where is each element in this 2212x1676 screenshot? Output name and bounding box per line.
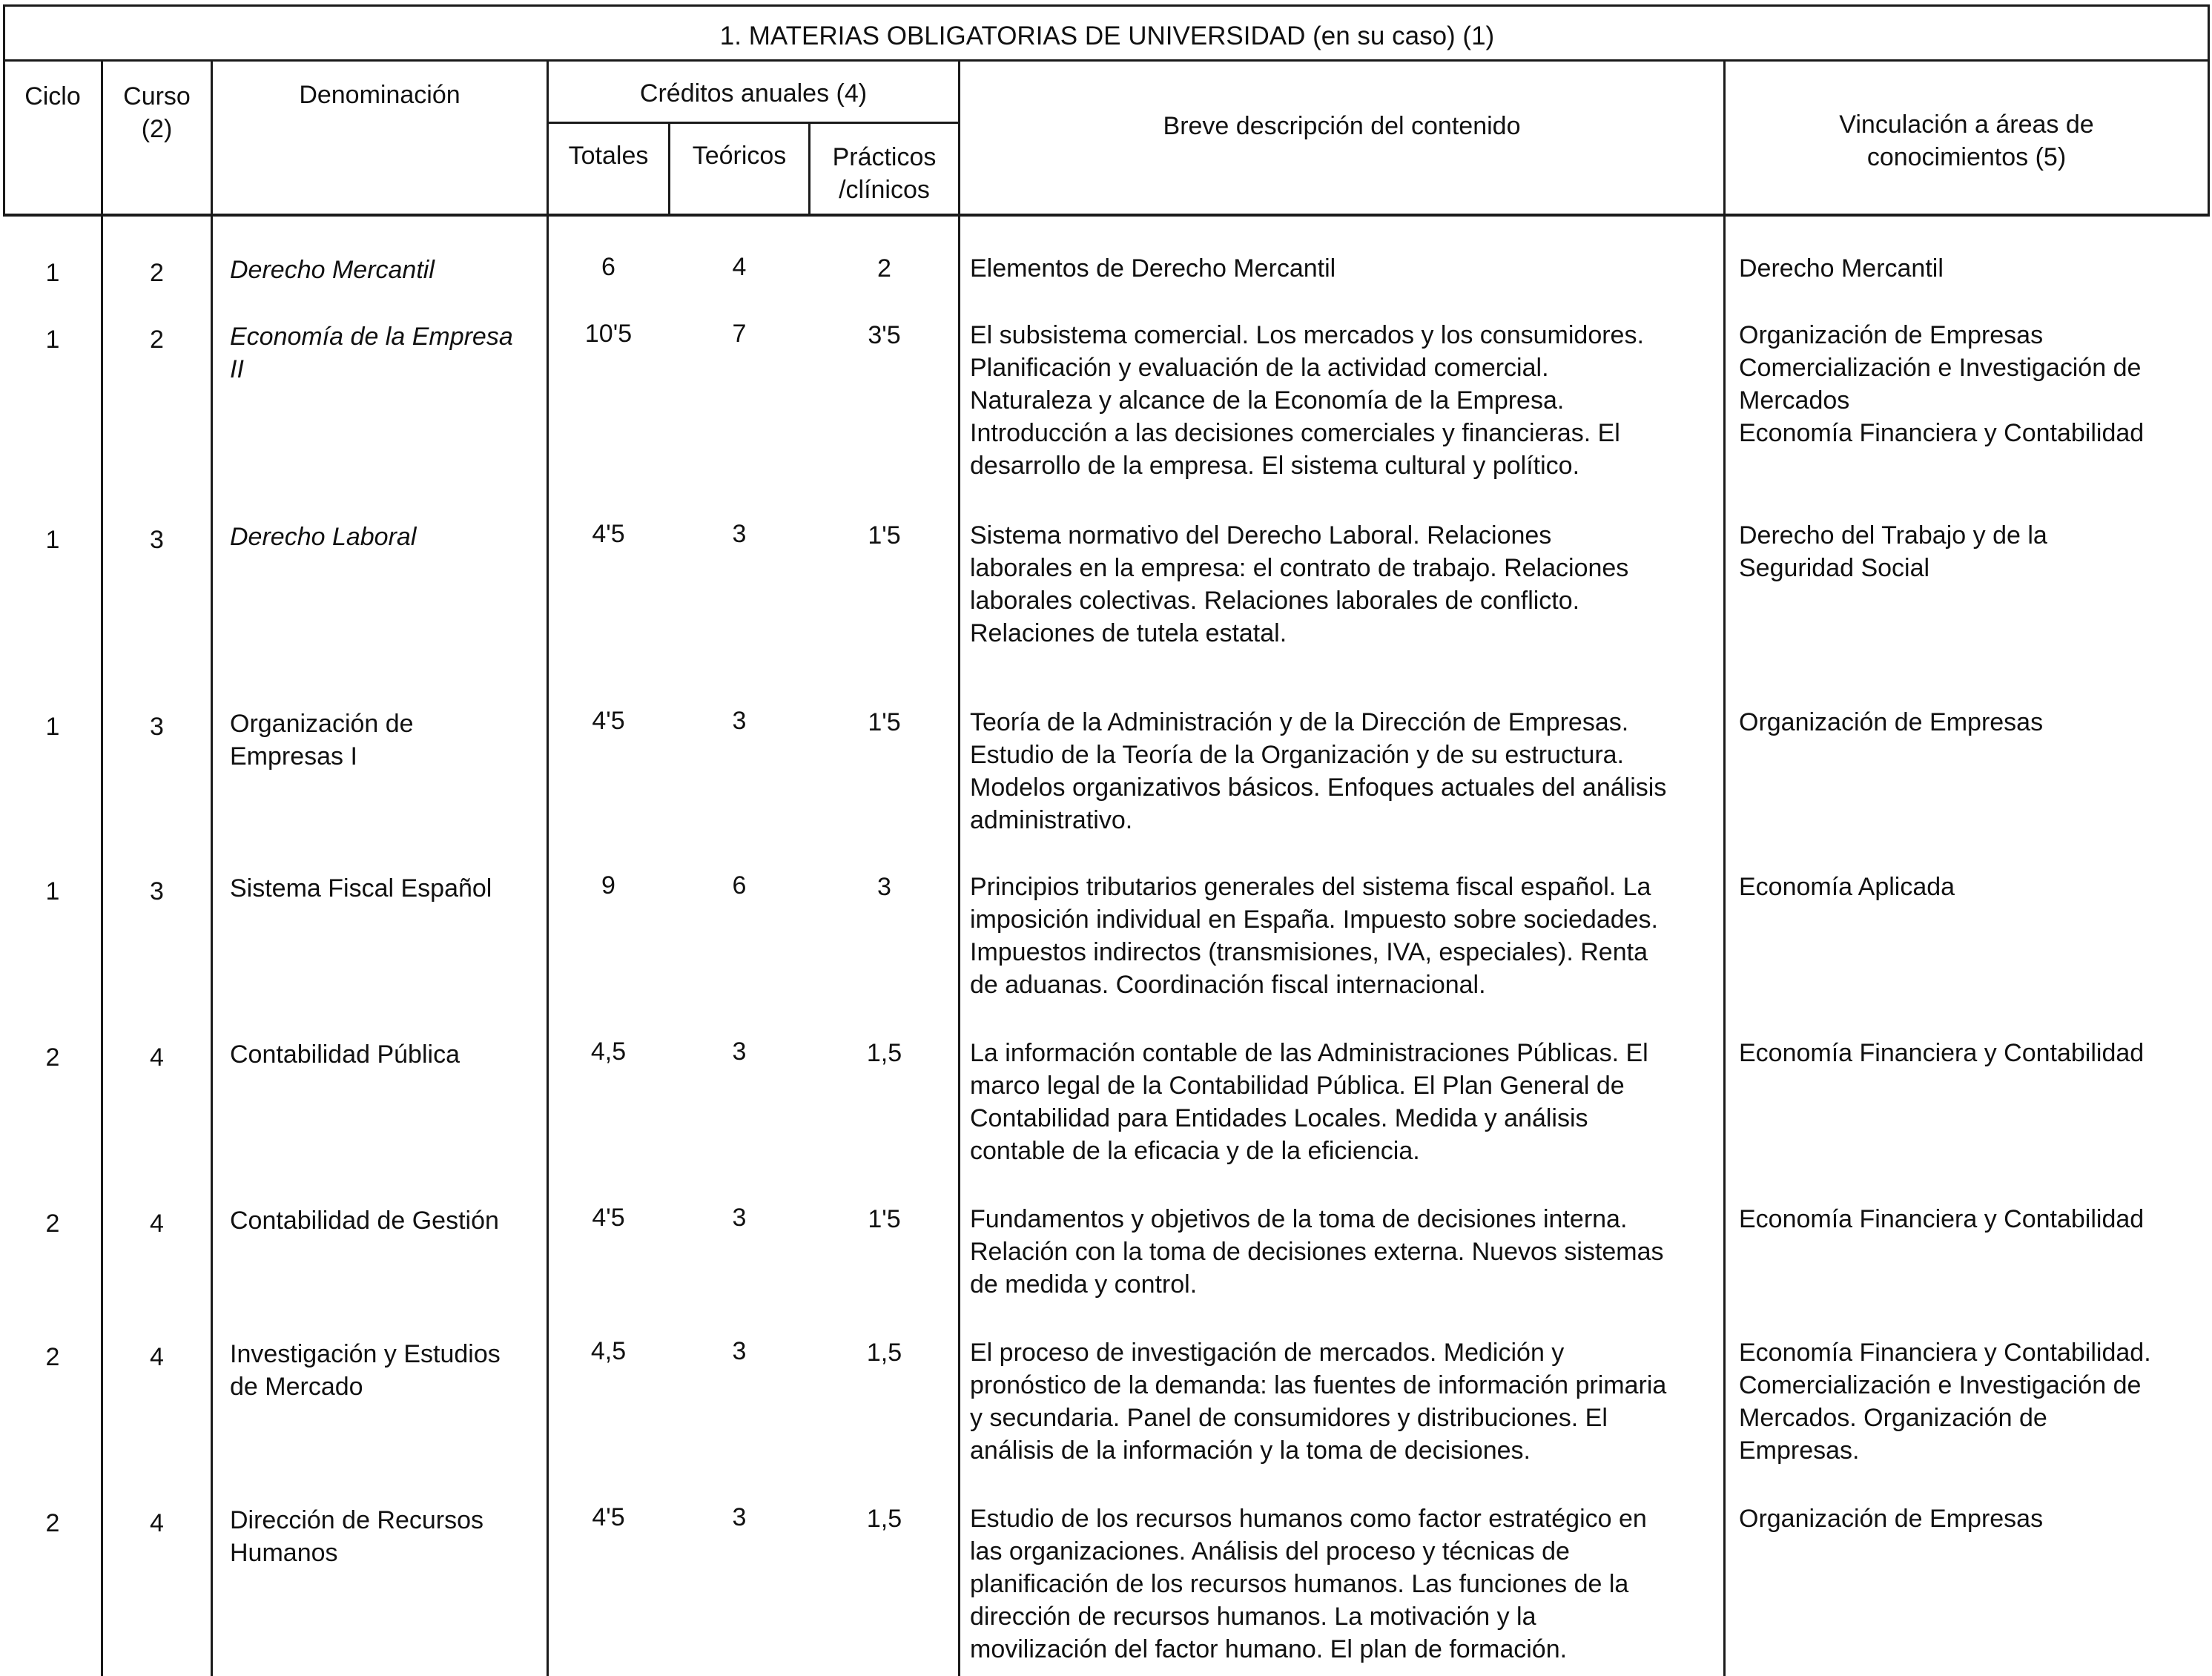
descripcion-cell [970, 1502, 1706, 1666]
denominacion-cell [230, 1204, 541, 1237]
descripcion-line: Modelos organizativos básicos. Enfoques actuales del análisis [970, 773, 1667, 802]
denominacion-cell [230, 1504, 541, 1569]
creditos-practicos-cell: 2 [877, 254, 891, 283]
descripcion-line: laborales colectivas. Relaciones laborales de conflicto. [970, 587, 1580, 615]
descripcion-cell [970, 1336, 1706, 1467]
vinculacion-cell [1739, 252, 2206, 285]
vinculacion-cell [1739, 1336, 2206, 1467]
descripcion-line: Estudio de los recursos humanos como factor estratégico en [970, 1505, 1647, 1533]
denominacion-line: Dirección de Recursos [230, 1506, 484, 1534]
curso-cell: 3 [150, 713, 164, 741]
vinculacion-line: Economía Financiera y Contabilidad [1739, 419, 2145, 447]
creditos-practicos-cell: 1'5 [868, 1205, 901, 1233]
descripcion-line: planificación de los recursos humanos. Las funciones de la [970, 1570, 1629, 1598]
creditos-teoricos-cell: 3 [732, 1503, 747, 1531]
header-denominacion: Denominación [299, 81, 460, 109]
descripcion-line: las organizaciones. Análisis del proceso y técnicas de [970, 1537, 1570, 1566]
descripcion-line: Teoría de la Administración y de la Dirección de Empresas. [970, 708, 1629, 736]
descripcion-cell [970, 706, 1706, 837]
descripcion-line: de aduanas. Coordinación fiscal internacional. [970, 971, 1486, 999]
header-creditos: Créditos anuales (4) [639, 79, 868, 108]
body-sep-curso [211, 217, 213, 1676]
vinculacion-line: Mercados [1739, 386, 1850, 415]
vinculacion-line: Organización de Empresas [1739, 708, 2044, 736]
ciclo-cell: 1 [45, 259, 60, 287]
descripcion-line: administrativo. [970, 806, 1133, 834]
vinculacion-line: Seguridad Social [1739, 554, 1930, 582]
descripcion-line: La información contable de las Administraciones Públicas. El [970, 1039, 1648, 1067]
descripcion-line: El proceso de investigación de mercados. Medición y [970, 1339, 1565, 1367]
header-vinculacion [1726, 108, 2208, 174]
denominacion-line: Contabilidad de Gestión [230, 1207, 499, 1235]
vinculacion-cell [1739, 1502, 2206, 1535]
creditos-totales-cell: 9 [601, 871, 615, 900]
descripcion-line: Estudio de la Teoría de la Organización y de su estructura. [970, 741, 1624, 769]
creditos-practicos-cell: 3'5 [868, 321, 901, 349]
descripcion-line: Introducción a las decisiones comerciales y financieras. El [970, 419, 1620, 447]
descripcion-line: dirección de recursos humanos. La motivación y la [970, 1603, 1536, 1631]
header-practicos-line: /clínicos [839, 176, 930, 204]
denominacion-line: Organización de [230, 710, 414, 738]
ciclo-cell: 1 [45, 713, 60, 741]
creditos-practicos-cell: 1,5 [866, 1339, 902, 1367]
vinculacion-line: Economía Aplicada [1739, 873, 1955, 901]
denominacion-line: Derecho Laboral [230, 523, 417, 551]
vinculacion-cell [1739, 871, 2206, 903]
creditos-practicos-cell: 1'5 [868, 708, 901, 736]
denominacion-cell [230, 707, 541, 773]
denominacion-cell [230, 1338, 541, 1403]
descripcion-line: Impuestos indirectos (transmisiones, IVA, especiales). Renta [970, 938, 1648, 966]
creditos-totales-cell: 10'5 [584, 320, 633, 348]
vinculacion-cell [1739, 319, 2206, 449]
creditos-totales-cell: 4'5 [592, 520, 625, 548]
denominacion-cell [230, 254, 541, 286]
vinculacion-cell [1739, 706, 2206, 739]
descripcion-cell [970, 319, 1706, 482]
descripcion-line: Elementos de Derecho Mercantil [970, 254, 1336, 283]
ciclo-cell: 2 [45, 1509, 60, 1537]
vinculacion-line: Comercialización e Investigación de [1739, 1371, 2142, 1399]
vinculacion-line: Economía Financiera y Contabilidad [1739, 1039, 2145, 1067]
title-bottom-border [3, 59, 2210, 62]
denominacion-line: Humanos [230, 1539, 338, 1567]
creditos-totales-cell: 4,5 [590, 1037, 627, 1066]
vinculacion-line: Economía Financiera y Contabilidad. [1739, 1339, 2151, 1367]
creditos-totales-cell: 6 [601, 253, 615, 281]
descripcion-line: Contabilidad para Entidades Locales. Medida y análisis [970, 1104, 1588, 1132]
curso-cell: 3 [150, 526, 164, 554]
denominacion-cell [230, 320, 541, 386]
creditos-practicos-cell: 1,5 [866, 1039, 902, 1067]
header-totales: Totales [568, 142, 649, 170]
creditos-practicos-cell: 1,5 [866, 1505, 902, 1533]
vinculacion-line: Derecho Mercantil [1739, 254, 1944, 283]
creditos-teoricos-cell: 7 [732, 320, 747, 348]
body-sep-descripcion [1723, 217, 1726, 1676]
descripcion-line: y secundaria. Panel de consumidores y distribuciones. El [970, 1404, 1608, 1432]
header-ciclo: Ciclo [24, 82, 81, 110]
descripcion-line: desarrollo de la empresa. El sistema cultural y político. [970, 452, 1580, 480]
ciclo-cell: 1 [45, 877, 60, 905]
descripcion-line: análisis de la información y la toma de decisiones. [970, 1436, 1531, 1465]
creditos-teoricos-cell: 6 [732, 871, 747, 900]
descripcion-cell [970, 1203, 1706, 1301]
header-curso-line: (2) [141, 115, 173, 143]
creditos-teoricos-cell: 3 [732, 1037, 747, 1066]
vinculacion-cell [1739, 1037, 2206, 1069]
creditos-totales-cell: 4'5 [592, 1204, 625, 1232]
ciclo-cell: 2 [45, 1043, 60, 1072]
creditos-totales-cell: 4'5 [592, 1503, 625, 1531]
header-descripcion: Breve descripción del contenido [1163, 112, 1521, 140]
denominacion-line: Investigación y Estudios [230, 1340, 501, 1368]
descripcion-line: Naturaleza y alcance de la Economía de la Empresa. [970, 386, 1565, 415]
curso-cell: 3 [150, 877, 164, 905]
curso-cell: 2 [150, 326, 164, 354]
curso-cell: 2 [150, 259, 164, 287]
denominacion-cell [230, 521, 541, 553]
header-teoricos: Teóricos [692, 142, 787, 170]
vinculacion-line: Organización de Empresas [1739, 321, 2044, 349]
creditos-teoricos-cell: 4 [732, 253, 747, 281]
curso-cell: 4 [150, 1210, 164, 1238]
curso-cell: 4 [150, 1509, 164, 1537]
descripcion-line: laborales en la empresa: el contrato de trabajo. Relaciones [970, 554, 1629, 582]
creditos-practicos-cell: 3 [877, 873, 891, 901]
denominacion-line: Contabilidad Pública [230, 1040, 460, 1069]
denominacion-cell [230, 1038, 541, 1071]
header-curso-line: Curso [123, 82, 191, 110]
curso-cell: 4 [150, 1043, 164, 1072]
descripcion-line: Fundamentos y objetivos de la toma de decisiones interna. [970, 1205, 1628, 1233]
creditos-practicos-cell: 1'5 [868, 521, 901, 550]
denominacion-line: Economía de la Empresa [230, 323, 513, 351]
vinculacion-line: Comercialización e Investigación de [1739, 354, 2142, 382]
descripcion-line: Principios tributarios generales del sistema fiscal español. La [970, 873, 1651, 901]
ciclo-cell: 2 [45, 1210, 60, 1238]
creditos-teoricos-cell: 3 [732, 1337, 747, 1365]
denominacion-line: de Mercado [230, 1373, 363, 1401]
creditos-totales-cell: 4'5 [592, 707, 625, 735]
creditos-subheader-border [547, 122, 960, 124]
descripcion-line: Planificación y evaluación de la actividad comercial. [970, 354, 1549, 382]
vinculacion-line: Derecho del Trabajo y de la [1739, 521, 2047, 550]
descripcion-line: Sistema normativo del Derecho Laboral. Relaciones [970, 521, 1552, 550]
descripcion-line: Relaciones de tutela estatal. [970, 619, 1287, 647]
body-sep-denominacion [547, 217, 549, 1676]
descripcion-line: Relación con la toma de decisiones externa. Nuevos sistemas [970, 1238, 1664, 1266]
denominacion-line: Derecho Mercantil [230, 256, 435, 284]
descripcion-line: marco legal de la Contabilidad Pública. El Plan General de [970, 1072, 1625, 1100]
body-sep-practicos [958, 217, 960, 1676]
descripcion-line: pronóstico de la demanda: las fuentes de información primaria [970, 1371, 1667, 1399]
descripcion-line: contable de la eficacia y de la eficiencia. [970, 1137, 1420, 1165]
ciclo-cell: 1 [45, 526, 60, 554]
ciclo-cell: 1 [45, 326, 60, 354]
header-practicos [810, 141, 958, 206]
vinculacion-line: Empresas. [1739, 1436, 1860, 1465]
header-practicos-line: Prácticos [832, 143, 937, 171]
descripcion-line: de medida y control. [970, 1270, 1198, 1299]
descripcion-cell [970, 871, 1706, 1001]
vinculacion-line: Economía Financiera y Contabilidad [1739, 1205, 2145, 1233]
creditos-totales-cell: 4,5 [590, 1337, 627, 1365]
curso-cell: 4 [150, 1343, 164, 1371]
denominacion-line: Sistema Fiscal Español [230, 874, 492, 903]
header-vinculacion-line: conocimientos (5) [1866, 143, 2067, 171]
descripcion-line: imposición individual en España. Impuesto sobre sociedades. [970, 905, 1658, 934]
body-sep-ciclo [101, 217, 103, 1676]
descripcion-line: El subsistema comercial. Los mercados y los consumidores. [970, 321, 1644, 349]
vinculacion-cell [1739, 1203, 2206, 1235]
descripcion-cell [970, 1037, 1706, 1167]
creditos-teoricos-cell: 3 [732, 520, 747, 548]
header-bottom-border [3, 214, 2210, 217]
descripcion-cell [970, 252, 1706, 285]
creditos-teoricos-cell: 3 [732, 1204, 747, 1232]
vinculacion-cell [1739, 519, 2206, 584]
creditos-teoricos-cell: 3 [732, 707, 747, 735]
ciclo-cell: 2 [45, 1343, 60, 1371]
vinculacion-line: Organización de Empresas [1739, 1505, 2044, 1533]
table-top-border [3, 4, 2210, 7]
descripcion-line: movilización del factor humano. El plan de formación. [970, 1635, 1568, 1663]
header-vinculacion-line: Vinculación a áreas de [1839, 110, 2094, 139]
denominacion-cell [230, 872, 541, 905]
denominacion-line: II [230, 355, 244, 383]
denominacion-line: Empresas I [230, 742, 357, 771]
descripcion-cell [970, 519, 1706, 650]
vinculacion-line: Mercados. Organización de [1739, 1404, 2047, 1432]
table-title: 1. MATERIAS OBLIGATORIAS DE UNIVERSIDAD (en su caso) (1) [719, 22, 1495, 50]
header-curso [103, 80, 211, 145]
